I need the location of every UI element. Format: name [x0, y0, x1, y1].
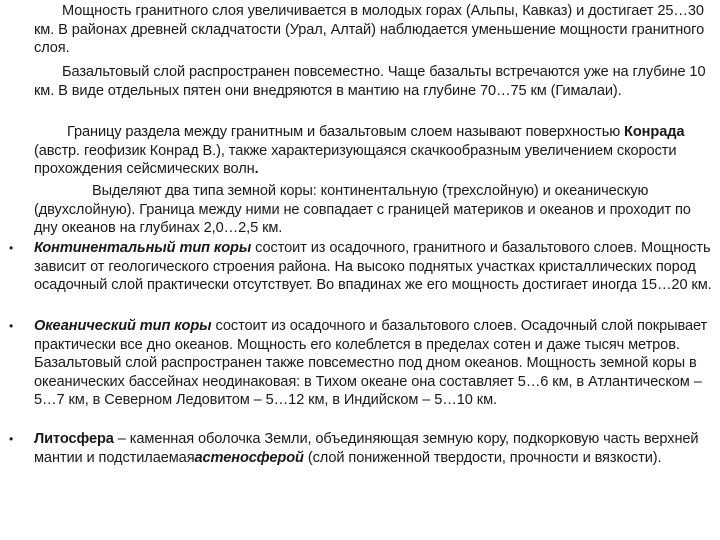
oceanic-text: состоит из осадочного и базальтового слоев. Осадочный слой покрывает практически все дно океанов. Мощность его колеблется в пределах сотен и даже тысяч метров. Базальтовый слой распространен также повсеместно под дном океанов. Мощность земной коры в океанических бассейнах неодинаковая: в Тихом океане она составляет 5…6 км, в Атлантическом – 5…7 км, в Северном Ледовитом – 5…12 км, в Индийском – 5…10 км. [34, 318, 708, 409]
asthenosphere-term: астеносферой [194, 449, 304, 466]
list-item-text [34, 430, 716, 467]
conrad-term: Конрада [624, 124, 685, 140]
paragraph-text-start: Границу раздела между гранитным и базальтовым слоем называют поверхностью [67, 124, 625, 140]
bullet-icon: • [9, 432, 14, 446]
paragraph-crust-types [34, 182, 716, 238]
list-item-continental [9, 239, 716, 295]
lithosphere-text-b: (слой пониженной твердости, прочности и вязкости). [303, 449, 662, 466]
lithosphere-term: Литосфера [34, 431, 114, 447]
paragraph-granite-layer [34, 2, 716, 58]
list-item-text [34, 317, 716, 410]
paragraph-basalt-layer [34, 63, 716, 100]
paragraph-end-dot: . [254, 161, 259, 178]
list-item-oceanic [9, 317, 716, 410]
paragraph-conrad-boundary [34, 123, 716, 179]
paragraph-text [34, 123, 716, 179]
continental-term: Континентальный тип коры [34, 240, 252, 256]
paragraph-text-end: (австр. геофизик Конрад В.), также характеризующаяся скачкообразным увеличением скорости прохождения сейсмических волн [34, 142, 677, 178]
bullet-icon: • [9, 241, 14, 255]
bullet-icon: • [9, 319, 14, 333]
paragraph-text: Мощность гранитного слоя увеличивается в молодых горах (Альпы, Кавказ) и достигает 25…30 км. В районах древней складчатости (Урал, Алтай) наблюдается уменьшение мощности гранитного слоя. [34, 3, 705, 57]
list-item-text [34, 239, 716, 295]
list-item-lithosphere [9, 430, 716, 467]
paragraph-text: Выделяют два типа земной коры: континентальную (трехслойную) и океаническую (двухслойную). Граница между ними не совпадает с границей материков и океанов и проходит по дну океанов на глубинах 2,0…2,5 км. [34, 183, 691, 237]
lithosphere-text-a: – каменная оболочка Земли, объединяющая земную кору, подкорковую часть верхней мантии и подстилаемая [34, 431, 699, 466]
oceanic-term: Океанический тип коры [34, 318, 212, 334]
paragraph-text: Базальтовый слой распространен повсеместно. Чаще базальты встречаются уже на глубине 10 км. В виде отдельных пятен они внедряются в мантию на глубине 70…75 км (Гималаи). [34, 64, 706, 99]
continental-text: состоит из осадочного, гранитного и базальтового слоев. Мощность зависит от геологического строения района. На высоко поднятых участках кристаллических пород осадочный слой практически отсутствует. Во впадинах же его мощность достигает иногда 15…20 км. [34, 240, 712, 294]
